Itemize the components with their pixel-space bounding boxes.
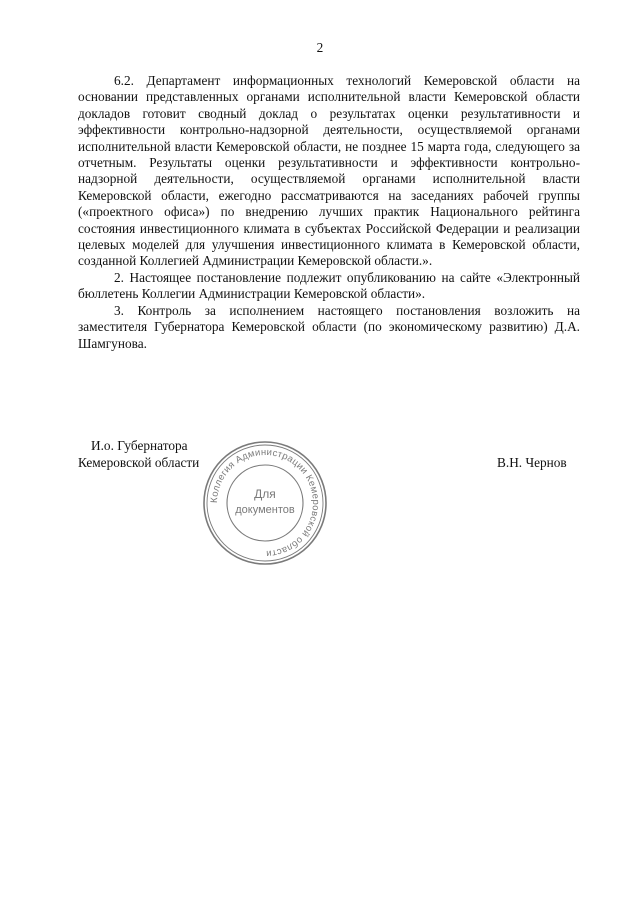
signatory-name: В.Н. Чернов [497,455,567,470]
paragraph-2: 2. Настоящее постановление подлежит опубликованию на сайте «Электронный бюллетень Коллегии Администрации Кемеровской области». [78,269,580,302]
seal-center-line-2: документов [235,504,295,516]
official-seal [200,438,330,568]
svg-text:Коллегия Администрации Кемеров [209,447,321,559]
signatory-title: И.о. Губернатора [91,438,188,453]
paragraph-3: 3. Контроль за исполнением настоящего постановления возложить на заместителя Губернатора Кемеровской области (по экономическому развитию) Д.А. Шамгунова. [78,302,580,351]
document-body [78,73,580,352]
paragraph-6-2: 6.2. Департамент информационных технологий Кемеровской области на основании представленных органами исполнительной власти Кемеровской области докладов готовит сводный доклад о результатах оценки результативности и эффективности контрольно-надзорной деятельности, осуществляемой органами исполнительной власти Кемеровской области, не позднее 15 марта года, следующего за отчетным. Результаты оценки результативности и эффективности контрольно-надзорной деятельности, осуществляемой органами исполнительной власти Кемеровской области, ежегодно рассматриваются на заседаниях рабочей группы («проектного офиса») по внедрению лучших практик Национального рейтинга состояния инвестиционного климата в субъектах Российской Федерации и реализации целевых моделей для улучшения инвестиционного климата в Кемеровской области, созданной Коллегией Администрации Кемеровской области.». [78,73,580,269]
seal-center-line-1: Для [254,487,276,501]
signatory-organization: Кемеровской области [78,455,200,470]
page-number: 2 [316,40,324,55]
seal-stamp-icon [200,438,330,568]
seal-ring-text: Коллегия Администрации Кемеровской области [208,446,322,560]
